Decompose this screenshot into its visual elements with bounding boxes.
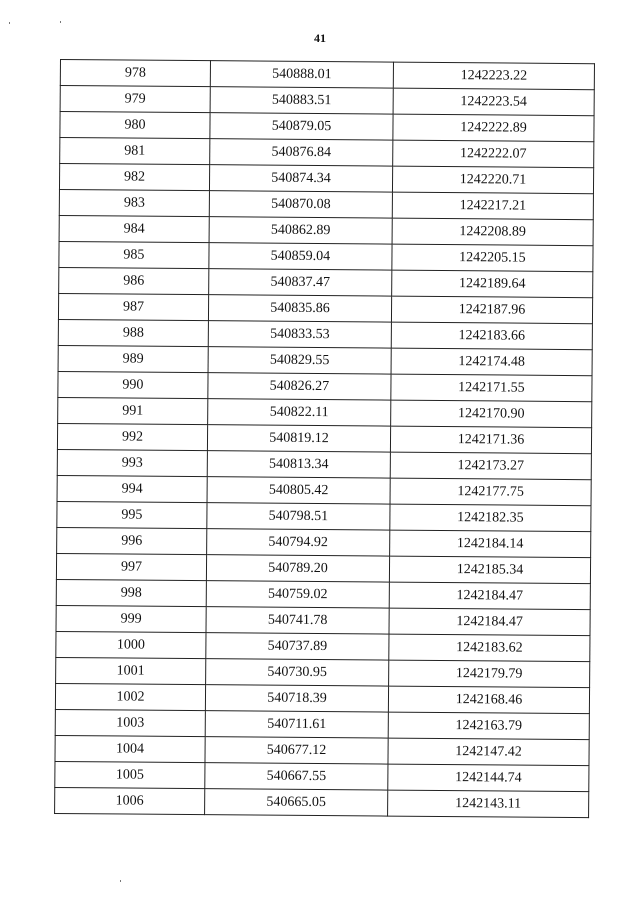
- x-coordinate-cell: 540870.08: [209, 191, 392, 218]
- x-coordinate-cell: 540822.11: [208, 399, 391, 426]
- point-number-cell: 995: [57, 501, 207, 528]
- y-coordinate-cell: 1242171.55: [391, 374, 592, 402]
- scan-speck: [120, 880, 121, 882]
- point-number-cell: 997: [56, 553, 206, 580]
- x-coordinate-cell: 540813.34: [207, 451, 390, 478]
- y-coordinate-cell: 1242184.47: [389, 608, 590, 636]
- point-number-cell: 1001: [56, 657, 206, 684]
- scan-speck: [60, 21, 61, 23]
- coordinates-table: [54, 59, 595, 818]
- point-number-cell: 990: [58, 371, 208, 398]
- x-coordinate-cell: 540665.05: [205, 789, 388, 816]
- point-number-cell: 998: [56, 579, 206, 606]
- x-coordinate-cell: 540879.05: [210, 113, 393, 140]
- point-number-cell: 983: [59, 189, 209, 216]
- x-coordinate-cell: 540794.92: [207, 529, 390, 556]
- point-number-cell: 1003: [55, 709, 205, 736]
- y-coordinate-cell: 1242183.66: [391, 322, 592, 350]
- point-number-cell: 999: [56, 605, 206, 632]
- point-number-cell: 985: [59, 241, 209, 268]
- point-number-cell: 1005: [55, 761, 205, 788]
- point-number-cell: 1006: [55, 787, 205, 814]
- y-coordinate-cell: 1242185.34: [389, 556, 590, 584]
- x-coordinate-cell: 540789.20: [206, 555, 389, 582]
- y-coordinate-cell: 1242163.79: [388, 712, 589, 740]
- y-coordinate-cell: 1242222.07: [393, 140, 594, 168]
- page-number: 41: [314, 31, 326, 45]
- x-coordinate-cell: 540837.47: [209, 269, 392, 296]
- point-number-cell: 979: [60, 86, 210, 113]
- x-coordinate-cell: 540883.51: [210, 87, 393, 114]
- x-coordinate-cell: 540737.89: [206, 633, 389, 660]
- y-coordinate-cell: 1242182.35: [390, 504, 591, 532]
- y-coordinate-cell: 1242174.48: [391, 348, 592, 376]
- y-coordinate-cell: 1242177.75: [390, 478, 591, 506]
- x-coordinate-cell: 540826.27: [208, 373, 391, 400]
- point-number-cell: 978: [60, 60, 210, 87]
- y-coordinate-cell: 1242222.89: [393, 114, 594, 142]
- point-number-cell: 988: [58, 319, 208, 346]
- point-number-cell: 984: [59, 215, 209, 242]
- x-coordinate-cell: 540798.51: [207, 503, 390, 530]
- y-coordinate-cell: 1242223.22: [393, 62, 594, 90]
- x-coordinate-cell: 540667.55: [205, 763, 388, 790]
- y-coordinate-cell: 1242208.89: [392, 218, 593, 246]
- y-coordinate-cell: 1242205.15: [392, 244, 593, 272]
- point-number-cell: 1002: [55, 683, 205, 710]
- point-number-cell: 980: [60, 112, 210, 139]
- x-coordinate-cell: 540718.39: [205, 685, 388, 712]
- x-coordinate-cell: 540862.89: [209, 217, 392, 244]
- point-number-cell: 982: [59, 164, 209, 191]
- x-coordinate-cell: 540741.78: [206, 607, 389, 634]
- x-coordinate-cell: 540835.86: [208, 295, 391, 322]
- x-coordinate-cell: 540833.53: [208, 321, 391, 348]
- point-number-cell: 991: [58, 397, 208, 424]
- y-coordinate-cell: 1242223.54: [393, 88, 594, 116]
- x-coordinate-cell: 540819.12: [207, 425, 390, 452]
- x-coordinate-cell: 540805.42: [207, 477, 390, 504]
- point-number-cell: 987: [58, 293, 208, 320]
- x-coordinate-cell: 540888.01: [210, 61, 393, 88]
- x-coordinate-cell: 540829.55: [208, 347, 391, 374]
- scan-speck: [9, 22, 10, 24]
- y-coordinate-cell: 1242168.46: [388, 686, 589, 714]
- x-coordinate-cell: 540730.95: [206, 659, 389, 686]
- y-coordinate-cell: 1242179.79: [389, 660, 590, 688]
- y-coordinate-cell: 1242187.96: [391, 296, 592, 324]
- point-number-cell: 981: [60, 138, 210, 165]
- point-number-cell: 1004: [55, 735, 205, 762]
- y-coordinate-cell: 1242144.74: [388, 764, 589, 792]
- y-coordinate-cell: 1242220.71: [392, 166, 593, 194]
- x-coordinate-cell: 540677.12: [205, 737, 388, 764]
- coordinates-table-body: [55, 60, 595, 818]
- y-coordinate-cell: 1242184.14: [390, 530, 591, 558]
- x-coordinate-cell: 540874.34: [209, 165, 392, 192]
- point-number-cell: 989: [58, 345, 208, 372]
- y-coordinate-cell: 1242189.64: [392, 270, 593, 298]
- y-coordinate-cell: 1242143.11: [388, 790, 589, 818]
- y-coordinate-cell: 1242147.42: [388, 738, 589, 766]
- y-coordinate-cell: 1242173.27: [390, 452, 591, 480]
- x-coordinate-cell: 540876.84: [210, 139, 393, 166]
- point-number-cell: 993: [57, 449, 207, 476]
- point-number-cell: 992: [57, 423, 207, 450]
- y-coordinate-cell: 1242171.36: [390, 426, 591, 454]
- point-number-cell: 986: [59, 267, 209, 294]
- x-coordinate-cell: 540859.04: [209, 243, 392, 270]
- point-number-cell: 994: [57, 475, 207, 502]
- y-coordinate-cell: 1242170.90: [391, 400, 592, 428]
- y-coordinate-cell: 1242217.21: [392, 192, 593, 220]
- y-coordinate-cell: 1242183.62: [389, 634, 590, 662]
- x-coordinate-cell: 540711.61: [205, 711, 388, 738]
- y-coordinate-cell: 1242184.47: [389, 582, 590, 610]
- x-coordinate-cell: 540759.02: [206, 581, 389, 608]
- point-number-cell: 996: [57, 527, 207, 554]
- table-row: [55, 787, 589, 817]
- point-number-cell: 1000: [56, 631, 206, 658]
